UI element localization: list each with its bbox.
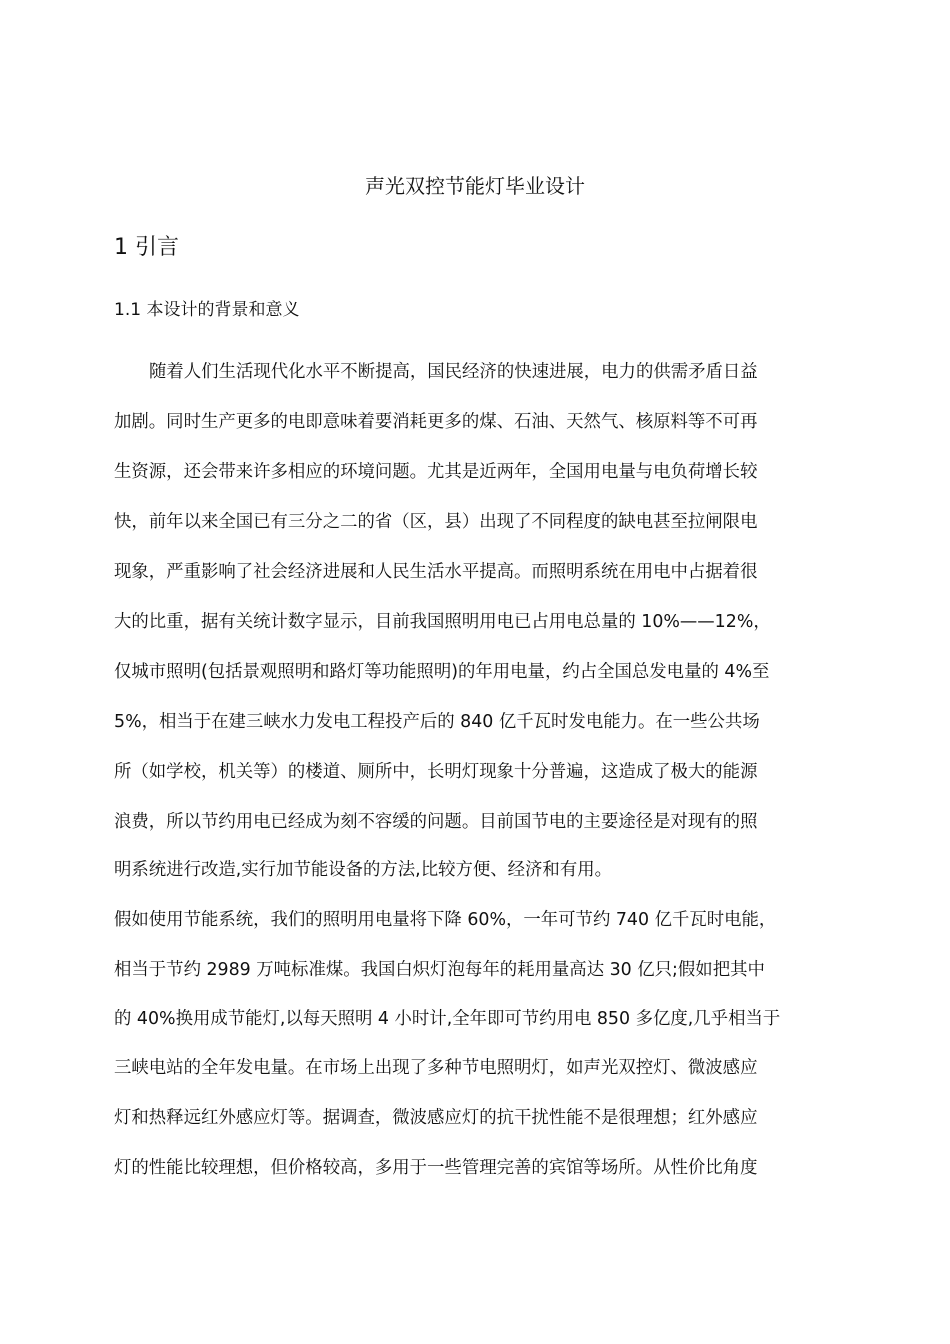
document-title: 声光双控节能灯毕业设计	[365, 174, 585, 198]
paragraph-line: 灯的性能比较理想，但价格较高，多用于一些管理完善的宾馆等场所。从性价比角度	[114, 1158, 758, 1178]
paragraph-line: 所（如学校，机关等）的楼道、厕所中，长明灯现象十分普遍，这造成了极大的能源	[114, 762, 758, 782]
paragraph-line: 相当于节约 2989 万吨标准煤。我国白炽灯泡每年的耗用量高达 30 亿只;假如把其中	[114, 960, 765, 980]
paragraph-line: 5%，相当于在建三峡水力发电工程投产后的 840 亿千瓦时发电能力。在一些公共场	[114, 712, 760, 732]
paragraph-line: 现象，严重影响了社会经济进展和人民生活水平提高。而照明系统在用电中占据着很	[114, 562, 758, 582]
paragraph-line: 大的比重，据有关统计数字显示，目前我国照明用电已占用电总量的 10%——12%，	[114, 612, 771, 632]
paragraph-line: 明系统进行改造,实行加节能设备的方法,比较方便、经济和有用。	[114, 860, 612, 880]
paragraph-line: 三峡电站的全年发电量。在市场上出现了多种节电照明灯，如声光双控灯、微波感应	[114, 1058, 758, 1078]
paragraph-line: 仅城市照明(包括景观照明和路灯等功能照明)的年用电量，约占全国总发电量的 4%至	[114, 662, 770, 682]
paragraph-line: 浪费，所以节约用电已经成为刻不容缓的问题。目前国节电的主要途径是对现有的照	[114, 812, 758, 832]
paragraph-line: 假如使用节能系统，我们的照明用电量将下降 60%，一年可节约 740 亿千瓦时电能，	[114, 910, 777, 930]
paragraph-line: 随着人们生活现代化水平不断提高，国民经济的快速进展，电力的供需矛盾日益	[149, 362, 758, 382]
paragraph-line: 的 40%换用成节能灯,以每天照明 4 小时计,全年即可节约用电 850 多亿度,几乎相当于	[114, 1009, 781, 1029]
section-heading: 1 引言	[114, 235, 179, 260]
subsection-heading: 1.1 本设计的背景和意义	[114, 300, 300, 320]
paragraph-line: 生资源，还会带来许多相应的环境问题。尤其是近两年，全国用电量与电负荷增长较	[114, 462, 758, 482]
paragraph-line: 灯和热释远红外感应灯等。据调查，微波感应灯的抗干扰性能不是很理想；红外感应	[114, 1108, 758, 1128]
paragraph-line: 快，前年以来全国已有三分之二的省（区，县）出现了不同程度的缺电甚至拉闸限电	[114, 512, 758, 532]
paragraph-line: 加剧。同时生产更多的电即意味着要消耗更多的煤、石油、天然气、核原料等不可再	[114, 412, 758, 432]
